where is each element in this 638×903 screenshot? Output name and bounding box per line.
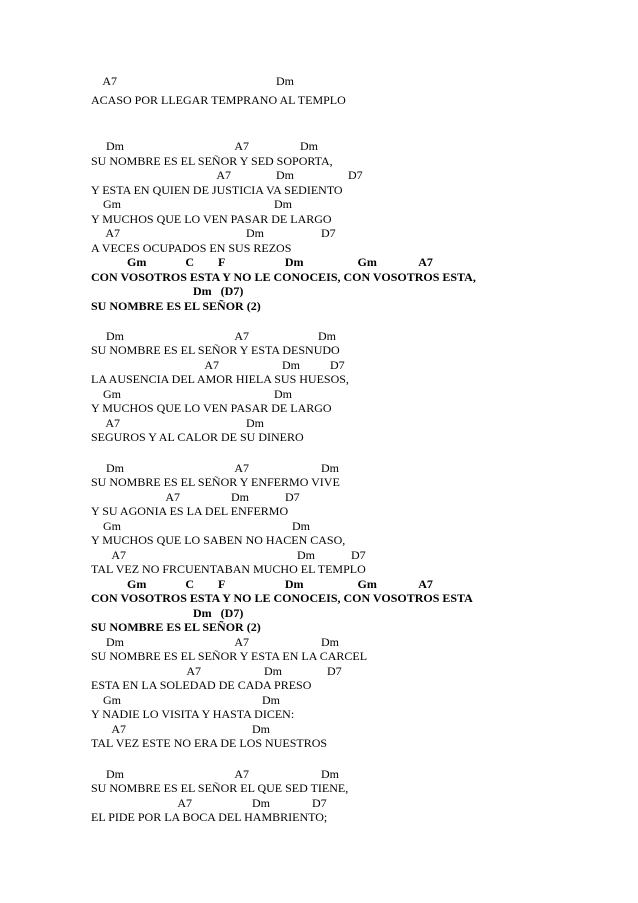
lyric-line: ACASO POR LLEGAR TEMPRANO AL TEMPLO bbox=[91, 93, 346, 107]
lyric-line: SU NOMBRE ES EL SEÑOR Y ESTA EN LA CARCEL bbox=[91, 649, 368, 663]
chord-line: A7 Dm bbox=[91, 416, 265, 430]
lyric-line: Y MUCHOS QUE LO VEN PASAR DE LARGO bbox=[91, 401, 332, 415]
chord-line: A7 Dm bbox=[91, 722, 271, 736]
lyric-line: SU NOMBRE ES EL SEÑOR Y ESTA DESNUDO bbox=[91, 343, 340, 357]
chorus-lyric-line: SU NOMBRE ES EL SEÑOR (2) bbox=[91, 299, 261, 313]
chorus-lyric-line: CON VOSOTROS ESTA Y NO LE CONOCEIS, CON VOSOTROS ESTA, bbox=[91, 270, 476, 284]
chord-line: Gm Dm bbox=[91, 693, 280, 707]
chord-line: A7 Dm D7 bbox=[91, 548, 366, 562]
lyric-line: A VECES OCUPADOS EN SUS REZOS bbox=[91, 241, 292, 255]
lyric-line: Y ESTA EN QUIEN DE JUSTICIA VA SEDIENTO bbox=[91, 183, 343, 197]
lyric-line: TAL VEZ ESTE NO ERA DE LOS NUESTROS bbox=[91, 736, 328, 750]
lyric-line: Y SU AGONIA ES LA DEL ENFERMO bbox=[91, 504, 289, 518]
lyric-line: SU NOMBRE ES EL SEÑOR EL QUE SED TIENE, bbox=[91, 781, 349, 795]
chord-line: Gm Dm bbox=[91, 387, 292, 401]
chord-line: Gm Dm bbox=[91, 519, 310, 533]
lyric-line: LA AUSENCIA DEL AMOR HIELA SUS HUESOS, bbox=[91, 372, 349, 386]
chord-line: Dm A7 Dm bbox=[91, 461, 340, 475]
chorus-lyric-line: SU NOMBRE ES EL SEÑOR (2) bbox=[91, 620, 261, 634]
chord-line: Dm A7 Dm bbox=[91, 329, 337, 343]
lyric-line: SEGUROS Y AL CALOR DE SU DINERO bbox=[91, 430, 304, 444]
lyric-line: TAL VEZ NO FRCUENTABAN MUCHO EL TEMPLO bbox=[91, 562, 366, 576]
lyric-line: EL PIDE POR LA BOCA DEL HAMBRIENTO; bbox=[91, 810, 328, 824]
chord-line: Dm A7 Dm bbox=[91, 139, 319, 153]
lyric-line: ESTA EN LA SOLEDAD DE CADA PRESO bbox=[91, 678, 312, 692]
chord-line: A7 Dm D7 bbox=[91, 490, 300, 504]
chord-line: Gm Dm bbox=[91, 197, 292, 211]
lyric-line: SU NOMBRE ES EL SEÑOR Y ENFERMO VIVE bbox=[91, 475, 340, 489]
chorus-chord-line: Dm (D7) bbox=[91, 606, 244, 620]
chord-line: Dm A7 Dm bbox=[91, 635, 340, 649]
chorus-chord-line: Gm C F Dm Gm A7 bbox=[91, 255, 433, 269]
chorus-lyric-line: CON VOSOTROS ESTA Y NO LE CONOCEIS, CON VOSOTROS ESTA bbox=[91, 591, 473, 605]
chord-line: A7 Dm D7 bbox=[91, 796, 327, 810]
chord-line: A7 Dm D7 bbox=[91, 226, 336, 240]
chord-line: A7 Dm D7 bbox=[91, 358, 345, 372]
lyric-line: Y MUCHOS QUE LO SABEN NO HACEN CASO, bbox=[91, 533, 346, 547]
chord-line: A7 Dm D7 bbox=[91, 664, 342, 678]
chord-line: A7 Dm bbox=[91, 74, 295, 88]
lyric-line: Y NADIE LO VISITA Y HASTA DICEN: bbox=[91, 707, 295, 721]
chorus-chord-line: Gm C F Dm Gm A7 bbox=[91, 577, 433, 591]
lyric-line: Y MUCHOS QUE LO VEN PASAR DE LARGO bbox=[91, 212, 332, 226]
lyric-line: SU NOMBRE ES EL SEÑOR Y SED SOPORTA, bbox=[91, 154, 333, 168]
chorus-chord-line: Dm (D7) bbox=[91, 284, 244, 298]
chord-line: Dm A7 Dm bbox=[91, 767, 340, 781]
chord-line: A7 Dm D7 bbox=[91, 168, 363, 182]
